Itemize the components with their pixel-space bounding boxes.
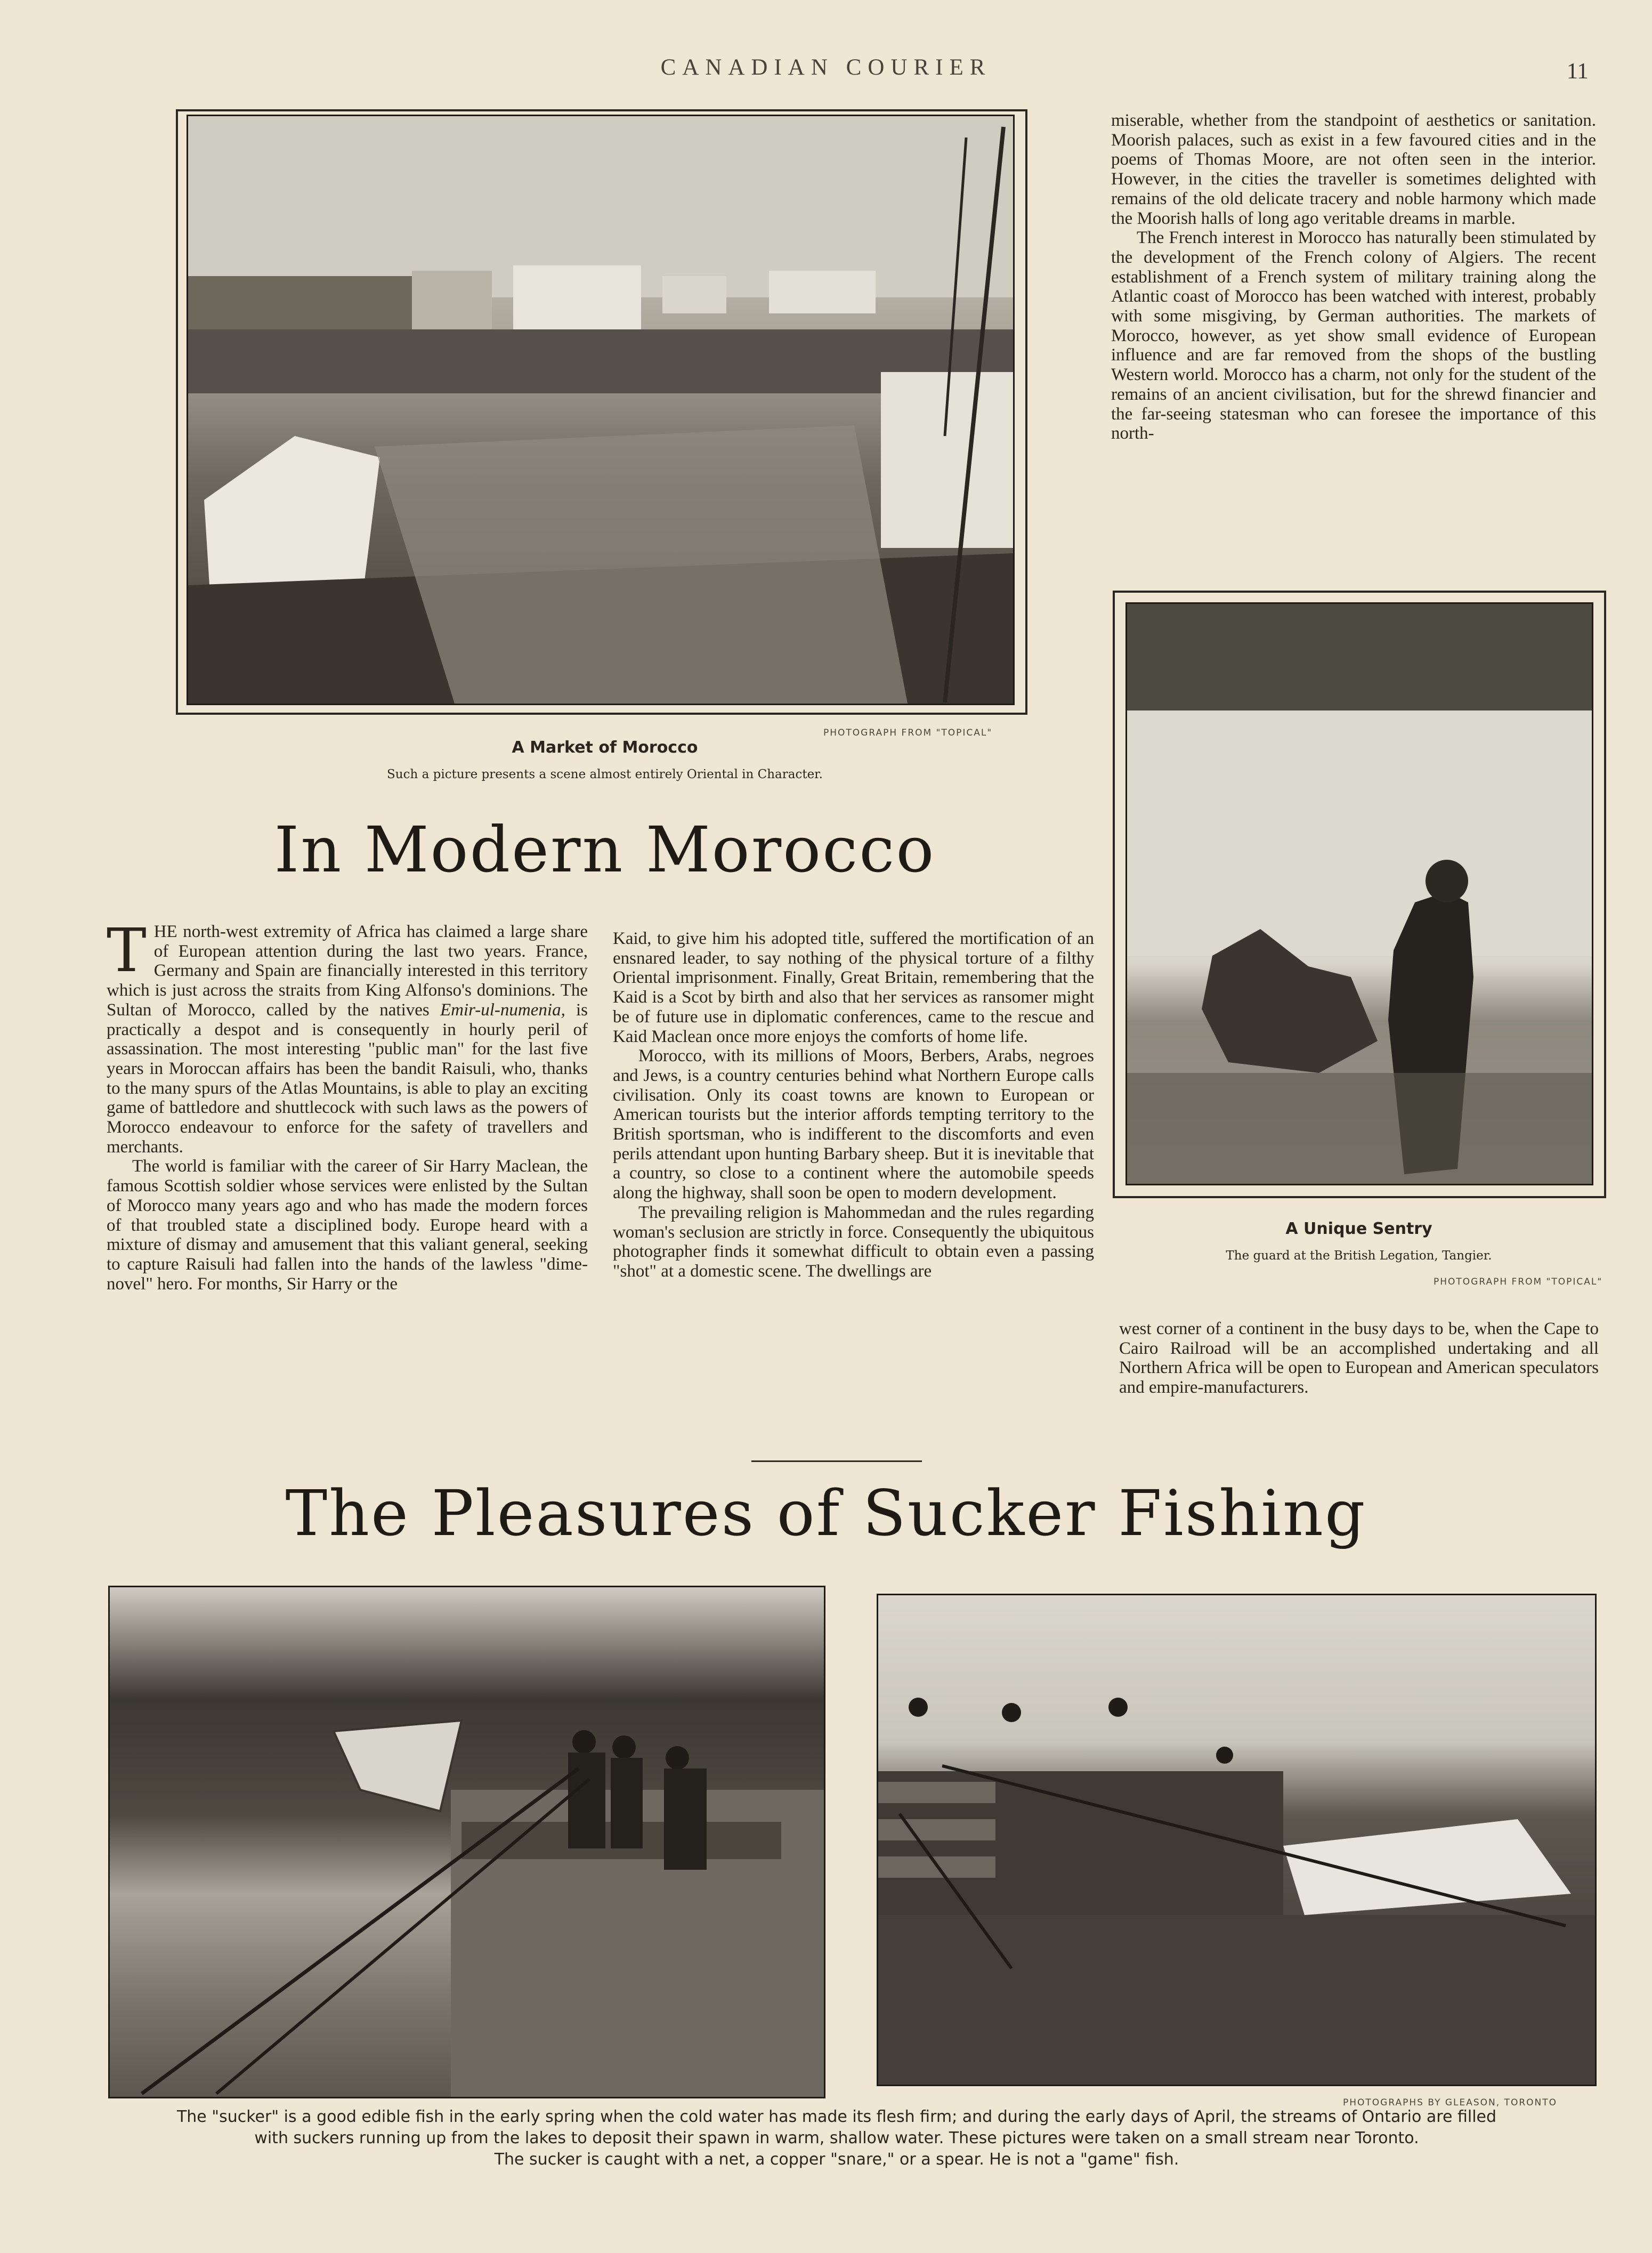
article1-native-title: Emir-ul-numenia,	[440, 1000, 565, 1020]
fishing-photo-credit: PHOTOGRAPHS BY GLEASON, TORONTO	[1343, 2097, 1558, 2108]
fishing-caption-line-1: The "sucker" is a good edible fish in the early spring when the cold water has made its flesh firm; and during the early days of April, the streams of Ontario are filled	[176, 2107, 1497, 2126]
sentry-photo	[1125, 602, 1593, 1185]
fishing-right-scene-graphic	[878, 1595, 1595, 2085]
article1-col2-paragraph-2: Morocco, with its millions of Moors, Berbers, Arabs, negroes and Jews, is a country centuries behind what Northern Europe calls civilisation. Only its coast towns are known to European or American tourists but the interior affords tempting territory to the British sportsman, who is indifferent to the discomforts and even perils attendant upon hunting Barbary sheep. But it is inevitable that a country, so close to a continent where the automobile speeds along the highway, shall soon be open to modern development.	[613, 1046, 1094, 1203]
section-divider	[751, 1460, 922, 1462]
article1-col1-paragraph-2: The world is familiar with the career of Sir Harry Maclean, the famous Scottish soldier whose services were enlisted by the Sultan of Morocco many years ago and who has made the modern forces of that troubled state a disciplined body. Europe heard with a mixture of dismay and amusement that this valiant general, seeking to capture Raisuli had fallen into the hands of the lawless "dime-novel" hero. For months, Sir Harry or the	[107, 1157, 588, 1294]
article1-col2	[613, 929, 1094, 1425]
article1-col3-top	[1111, 111, 1596, 553]
sentry-scene-graphic	[1127, 604, 1592, 1184]
fishing-caption-line-2: with suckers running up from the lakes to deposit their spawn in warm, shallow water. These pictures were taken on a small stream near Toronto.	[254, 2129, 1419, 2147]
article1-col2-paragraph-1: Kaid, to give him his adopted title, suffered the mortification of an ensnared leader, to say nothing of the physical torture of a filthy Oriental imprisonment. Finally, Great Britain, remembering that the Kaid is a Scot by birth and also that her services as ransomer might be of future use in diplomatic conferences, came to the rescue and Kaid Maclean once more enjoys the comforts of home life.	[613, 929, 1094, 1046]
article1-col1-paragraph-1	[107, 922, 588, 1157]
article1-col3-bottom-paragraph: west corner of a continent in the busy days to be, when the Cape to Cairo Railroad will be an accomplished undertaking and all Northern Africa will be open to European and American speculators and empire-manufacturers.	[1119, 1319, 1599, 1398]
market-photo	[187, 115, 1015, 705]
fishing-photo-left	[108, 1586, 825, 2098]
page-number: 11	[1567, 59, 1589, 84]
fishing-photo-right	[877, 1594, 1597, 2086]
market-photo-credit: PHOTOGRAPH FROM "TOPICAL"	[823, 728, 993, 738]
market-caption-title: A Market of Morocco	[512, 738, 698, 757]
sentry-photo-credit: PHOTOGRAPH FROM "TOPICAL"	[1434, 1277, 1603, 1287]
fishing-left-scene-graphic	[110, 1587, 824, 2097]
running-title: CANADIAN COURIER	[660, 55, 992, 80]
fishing-caption	[96, 2106, 1577, 2170]
article1-col1-p1-end: is practically a despot and is consequently in hourly peril of assassination. The most interesting "public man" for the last five years in Moroccan affairs has been the bandit Raisuli, who, thanks to the many spurs of the Atlas Mountains, is able to play an exciting game of battledore and shuttlecock with such laws as the powers of Morocco endeavour to enforce for the safety of travellers and merchants.	[107, 1000, 588, 1157]
market-caption-subtitle: Such a picture presents a scene almost entirely Oriental in Character.	[387, 768, 823, 781]
article1-col1	[107, 922, 588, 1426]
fishing-caption-line-3: The sucker is caught with a net, a copper "snare," or a spear. He is not a "game" fish.	[494, 2150, 1179, 2169]
article1-col3-bottom	[1119, 1319, 1599, 1426]
article1-col1-p1-text: HE north-west extremity of Africa has claimed a large share of European attention during the last two years. France, Germany and Spain are financially interested in this territory which is just across the straits from King Alfonso's dominions. The Sultan of Morocco, called by the natives	[107, 922, 588, 1020]
article2-headline: The Pleasures of Sucker Fishing	[285, 1476, 1367, 1550]
article1-col3-paragraph-1: miserable, whether from the standpoint of aesthetics or sanitation. Moorish palaces, such as exist in a few favoured cities and in the poems of Thomas Moore, are not often seen in the interior. However, in the cities the traveller is sometimes delighted with remains of the old delicate tracery and noble harmony which made the Moorish halls of long ago veritable dreams in marble.	[1111, 111, 1596, 228]
market-scene-graphic	[188, 116, 1013, 704]
article1-dropcap: T	[107, 922, 147, 986]
article1-col2-paragraph-3: The prevailing religion is Mahommedan and the rules regarding woman's seclusion are strictly in force. Consequently the ubiquitous photographer finds it somewhat difficult to obtain even a passing "shot" at a domestic scene. The dwellings are	[613, 1202, 1094, 1281]
sentry-caption-title: A Unique Sentry	[1285, 1220, 1432, 1238]
sentry-caption-subtitle: The guard at the British Legation, Tangier.	[1226, 1249, 1492, 1263]
article1-col3-paragraph-2: The French interest in Morocco has naturally been stimulated by the development of the French colony of Algiers. The recent establishment of a French system of military training along the Atlantic coast of Morocco has been watched with interest, probably with some misgiving, by German authorities. The markets of Morocco, however, as yet show small evidence of European influence and are far removed from the shops of the bustling Western world. Morocco has a charm, not only for the student of the remains of an ancient civilisation, but for the shrewd financier and the far-seeing statesman who can foresee the importance of this north-	[1111, 228, 1596, 443]
article1-headline: In Modern Morocco	[274, 813, 936, 886]
